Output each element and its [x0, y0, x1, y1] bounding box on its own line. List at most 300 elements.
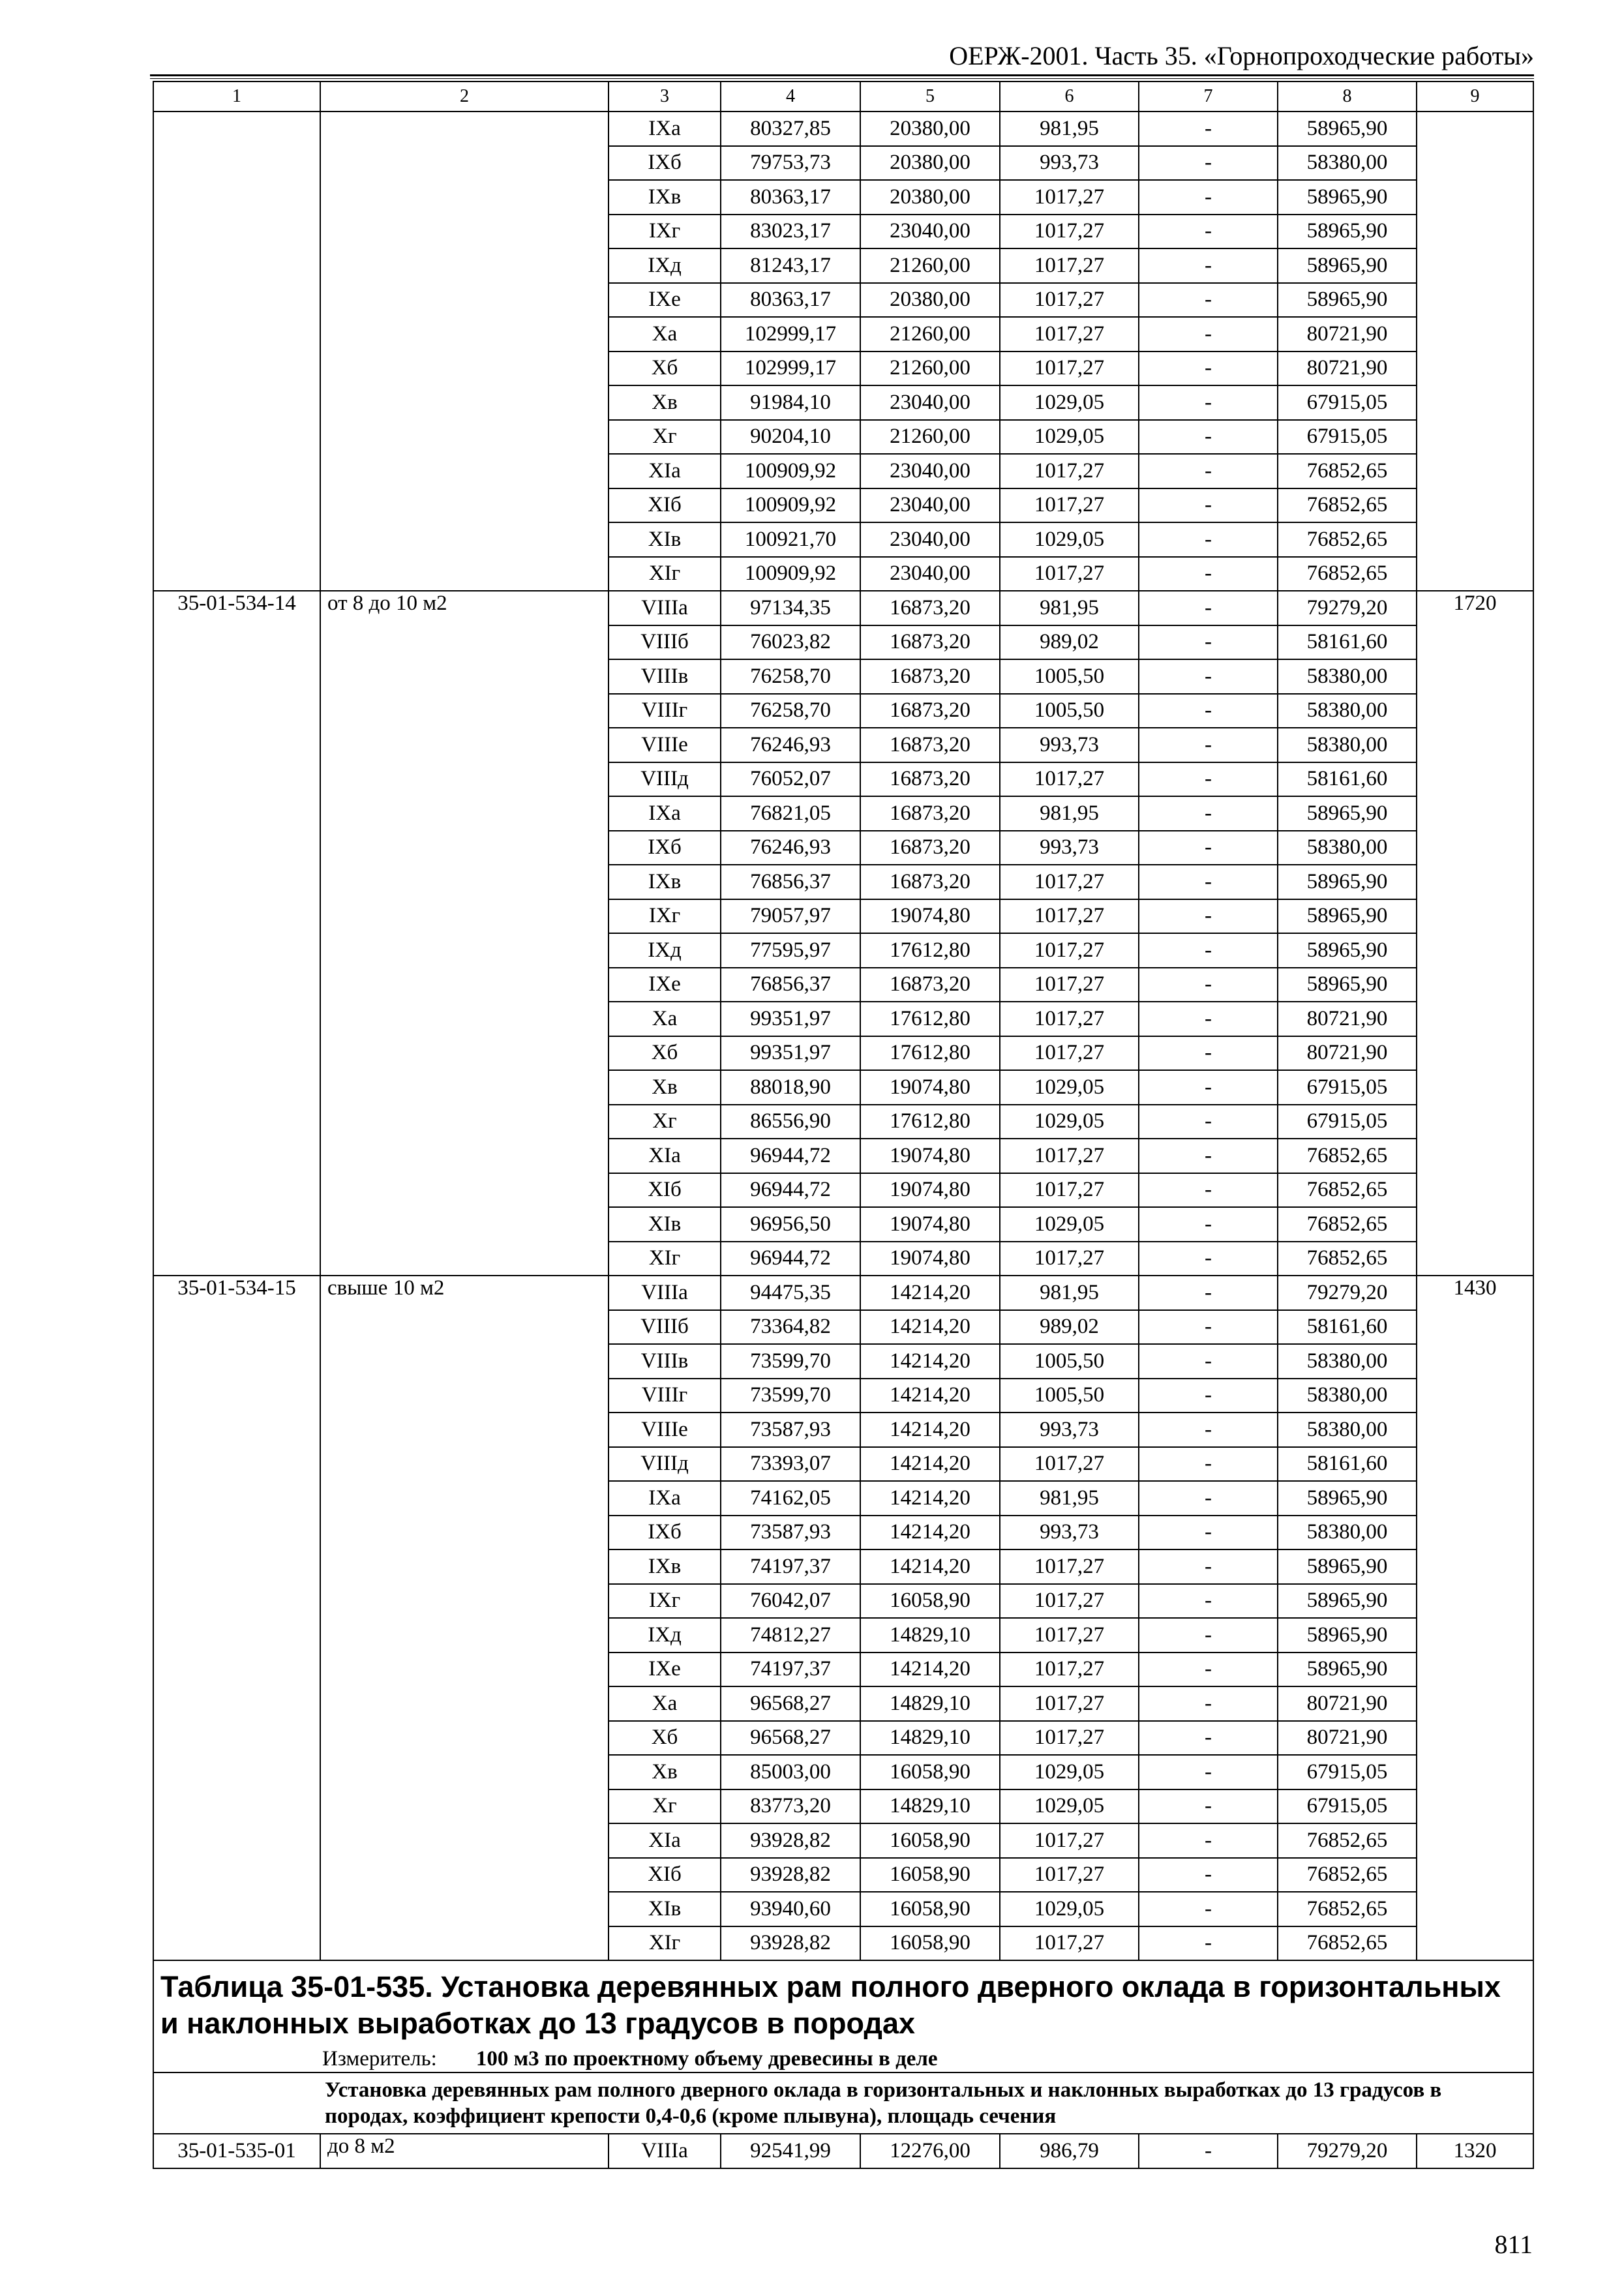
table-row [153, 728, 1533, 762]
table-cell: XIа [609, 454, 721, 488]
column-9-value [1417, 1516, 1533, 1550]
rate-code [153, 180, 320, 215]
column-9-value [1417, 1549, 1533, 1584]
table-cell: 58965,90 [1278, 796, 1417, 831]
table-row [153, 865, 1533, 899]
table-cell: 1029,05 [1000, 1755, 1139, 1789]
table-row [153, 1276, 1533, 1310]
table-cell: IXе [609, 1653, 721, 1687]
rate-code [153, 112, 320, 146]
table-cell: 76856,37 [721, 968, 860, 1002]
section-size [320, 1686, 609, 1721]
rate-code [153, 317, 320, 352]
table-cell: 76023,82 [721, 625, 860, 660]
table-cell: 19074,80 [860, 1242, 1000, 1276]
rate-code [153, 1481, 320, 1516]
table-row [153, 454, 1533, 488]
table-cell: 16058,90 [860, 1823, 1000, 1858]
table-cell: 20380,00 [860, 180, 1000, 215]
table-cell: 1029,05 [1000, 1105, 1139, 1139]
table-row [153, 1036, 1533, 1071]
section-size [320, 385, 609, 420]
table-cell: Xб [609, 1036, 721, 1071]
table-cell: 74197,37 [721, 1653, 860, 1687]
table-cell: 1029,05 [1000, 420, 1139, 455]
table-cell: - [1139, 762, 1278, 797]
table-cell: 73599,70 [721, 1344, 860, 1379]
table-row [153, 248, 1533, 283]
table-cell: Xв [609, 385, 721, 420]
table-cell: 58380,00 [1278, 659, 1417, 694]
section-size [320, 1653, 609, 1687]
table-cell: 58380,00 [1278, 146, 1417, 181]
table-cell: 81243,17 [721, 248, 860, 283]
column-9-value [1417, 762, 1533, 797]
table-cell: - [1139, 420, 1278, 455]
table-row [153, 1207, 1533, 1242]
section-size [320, 1858, 609, 1893]
table-cell: 83023,17 [721, 215, 860, 249]
table-cell: 21260,00 [860, 317, 1000, 352]
table-cell: 16873,20 [860, 831, 1000, 865]
section-size [320, 1549, 609, 1584]
table-row [153, 1858, 1533, 1893]
page-header: ОЕРЖ-2001. Часть 35. «Горнопроходческие работы» [949, 41, 1534, 70]
column-9-value [1417, 899, 1533, 934]
table-cell: 58380,00 [1278, 1413, 1417, 1447]
table-cell: - [1139, 1892, 1278, 1926]
table-cell: - [1139, 180, 1278, 215]
table-cell: 100909,92 [721, 454, 860, 488]
section-size [320, 215, 609, 249]
table-row [153, 1413, 1533, 1447]
table-cell: 79279,20 [1278, 2134, 1417, 2168]
table-cell: 21260,00 [860, 248, 1000, 283]
section-size [320, 865, 609, 899]
column-number: 1 [153, 82, 320, 112]
rate-code [153, 1002, 320, 1036]
table-cell: IXг [609, 899, 721, 934]
table-cell: 80721,90 [1278, 1036, 1417, 1071]
table-row [153, 659, 1533, 694]
table-cell: 73587,93 [721, 1413, 860, 1447]
table-cell: 1017,27 [1000, 1242, 1139, 1276]
section-size [320, 454, 609, 488]
table-cell: 14829,10 [860, 1721, 1000, 1756]
section-size [320, 625, 609, 660]
section-size [320, 1310, 609, 1345]
table-cell: 14214,20 [860, 1344, 1000, 1379]
column-9-value [1417, 728, 1533, 762]
table-cell: 14214,20 [860, 1653, 1000, 1687]
rates-table [153, 81, 1534, 2169]
column-9-value [1417, 1344, 1533, 1379]
table-cell: - [1139, 1036, 1278, 1071]
table-row [153, 694, 1533, 728]
table-row [153, 1926, 1533, 1961]
column-9-value [1417, 1139, 1533, 1173]
table-cell: 1017,27 [1000, 865, 1139, 899]
rate-code [153, 248, 320, 283]
table-cell: VIIIг [609, 694, 721, 728]
column-number: 9 [1417, 82, 1533, 112]
table-cell: Xг [609, 1789, 721, 1824]
table-cell: 14829,10 [860, 1686, 1000, 1721]
table-cell: 76852,65 [1278, 1823, 1417, 1858]
table-cell: 96568,27 [721, 1686, 860, 1721]
column-number: 8 [1278, 82, 1417, 112]
table-cell: 58380,00 [1278, 1344, 1417, 1379]
table-cell: 1017,27 [1000, 557, 1139, 591]
table-cell: 19074,80 [860, 899, 1000, 934]
rate-code [153, 1653, 320, 1687]
table-row [153, 1447, 1533, 1482]
table-cell: 86556,90 [721, 1105, 860, 1139]
table-cell: - [1139, 1858, 1278, 1893]
table-cell: - [1139, 1310, 1278, 1345]
table-cell: 981,95 [1000, 796, 1139, 831]
table-cell: XIа [609, 1823, 721, 1858]
table-cell: VIIIе [609, 728, 721, 762]
section-size [320, 1892, 609, 1926]
rate-code [153, 420, 320, 455]
table-cell: 76852,65 [1278, 1926, 1417, 1961]
rate-code [153, 1036, 320, 1071]
table-cell: VIIIв [609, 659, 721, 694]
table-cell: 91984,10 [721, 385, 860, 420]
table-cell: 1017,27 [1000, 1653, 1139, 1687]
table-row [153, 831, 1533, 865]
table-row [153, 1379, 1533, 1413]
table-cell: IXв [609, 1549, 721, 1584]
table-cell: 99351,97 [721, 1002, 860, 1036]
table-cell: 93928,82 [721, 1858, 860, 1893]
table-cell: 80363,17 [721, 283, 860, 318]
table-row [153, 352, 1533, 386]
table-cell: 58965,90 [1278, 112, 1417, 146]
table-cell: IXе [609, 283, 721, 318]
table-cell: 79057,97 [721, 899, 860, 934]
column-9-value [1417, 1413, 1533, 1447]
table-cell: 19074,80 [860, 1207, 1000, 1242]
table-cell: - [1139, 1173, 1278, 1208]
section-size [320, 1926, 609, 1961]
table-cell: 993,73 [1000, 146, 1139, 181]
section-size [320, 1721, 609, 1756]
table-cell: 58965,90 [1278, 933, 1417, 968]
table-cell: 58161,60 [1278, 625, 1417, 660]
section-size [320, 694, 609, 728]
table-cell: 993,73 [1000, 1516, 1139, 1550]
rate-code [153, 385, 320, 420]
column-9-value [1417, 1242, 1533, 1276]
column-9-value: 1720 [1417, 591, 1533, 625]
table-cell: - [1139, 2134, 1278, 2168]
table-cell: IXг [609, 1584, 721, 1619]
column-9-value [1417, 1207, 1533, 1242]
table-cell: 14214,20 [860, 1310, 1000, 1345]
table-cell: 58965,90 [1278, 1653, 1417, 1687]
table-cell: 23040,00 [860, 385, 1000, 420]
table-row [153, 1789, 1533, 1824]
section-size [320, 1481, 609, 1516]
table-cell: 1029,05 [1000, 1789, 1139, 1824]
column-9-value [1417, 1686, 1533, 1721]
section-size [320, 796, 609, 831]
table-row [153, 762, 1533, 797]
column-9-value [1417, 317, 1533, 352]
section-size [320, 1379, 609, 1413]
table-cell: 16873,20 [860, 796, 1000, 831]
table-cell: 1017,27 [1000, 1139, 1139, 1173]
table-cell: 14214,20 [860, 1549, 1000, 1584]
column-number: 3 [609, 82, 721, 112]
table-cell: 92541,99 [721, 2134, 860, 2168]
table-cell: 17612,80 [860, 1002, 1000, 1036]
table-cell: 16058,90 [860, 1926, 1000, 1961]
header-rule [150, 74, 1534, 76]
rate-code [153, 1310, 320, 1345]
rate-code: 35-01-535-01 [153, 2134, 320, 2168]
table-cell: 1017,27 [1000, 1002, 1139, 1036]
table-cell: XIг [609, 1926, 721, 1961]
section-size [320, 146, 609, 181]
table-cell: 58161,60 [1278, 762, 1417, 797]
section-size: от 8 до 10 м2 [320, 591, 609, 625]
table-row [153, 968, 1533, 1002]
table-cell: IXв [609, 865, 721, 899]
table-cell: 67915,05 [1278, 420, 1417, 455]
table-cell: - [1139, 728, 1278, 762]
table-cell: 74197,37 [721, 1549, 860, 1584]
table-cell: 76852,65 [1278, 522, 1417, 557]
table-row [153, 215, 1533, 249]
section-size [320, 1070, 609, 1105]
table-cell: 100909,92 [721, 488, 860, 523]
table-cell: XIв [609, 1892, 721, 1926]
table-cell: 76852,65 [1278, 557, 1417, 591]
rate-code: 35-01-534-15 [153, 1276, 320, 1310]
column-9-value [1417, 215, 1533, 249]
section-size [320, 728, 609, 762]
column-9-value [1417, 557, 1533, 591]
table-row [153, 1653, 1533, 1687]
rate-code [153, 1789, 320, 1824]
table-cell: - [1139, 522, 1278, 557]
table-cell: 16058,90 [860, 1892, 1000, 1926]
table-cell: 1005,50 [1000, 1344, 1139, 1379]
table-cell: 1017,27 [1000, 317, 1139, 352]
table-cell: 16058,90 [860, 1584, 1000, 1619]
table-cell: 993,73 [1000, 831, 1139, 865]
table-cell: - [1139, 659, 1278, 694]
table-cell: 1029,05 [1000, 385, 1139, 420]
rate-code [153, 1105, 320, 1139]
table-cell: 1017,27 [1000, 1173, 1139, 1208]
table-cell: 76042,07 [721, 1584, 860, 1619]
table-cell: 1017,27 [1000, 180, 1139, 215]
table-cell: 76852,65 [1278, 1173, 1417, 1208]
table-cell: - [1139, 488, 1278, 523]
table-row [153, 522, 1533, 557]
table-cell: 58965,90 [1278, 180, 1417, 215]
column-9-value [1417, 1823, 1533, 1858]
table-cell: 58965,90 [1278, 899, 1417, 934]
table-cell: 1017,27 [1000, 1549, 1139, 1584]
table-cell: 1017,27 [1000, 215, 1139, 249]
table-cell: Xа [609, 1002, 721, 1036]
rate-code [153, 968, 320, 1002]
table-cell: 1017,27 [1000, 762, 1139, 797]
table-cell: - [1139, 1481, 1278, 1516]
rate-code [153, 1379, 320, 1413]
column-9-value [1417, 1584, 1533, 1619]
table-cell: 1017,27 [1000, 933, 1139, 968]
table-cell: 58965,90 [1278, 283, 1417, 318]
table-cell: - [1139, 1070, 1278, 1105]
section-size [320, 1242, 609, 1276]
table-cell: XIб [609, 488, 721, 523]
table-cell: 58965,90 [1278, 1549, 1417, 1584]
table-cell: 16873,20 [860, 591, 1000, 625]
table-cell: 20380,00 [860, 283, 1000, 318]
table-cell: - [1139, 1549, 1278, 1584]
table-cell: 1017,27 [1000, 454, 1139, 488]
table-cell: 1029,05 [1000, 1070, 1139, 1105]
rate-code [153, 283, 320, 318]
column-9-value [1417, 1858, 1533, 1893]
table-cell: - [1139, 591, 1278, 625]
table-cell: 77595,97 [721, 933, 860, 968]
rate-code [153, 1858, 320, 1893]
table-cell: XIа [609, 1139, 721, 1173]
column-9-value [1417, 352, 1533, 386]
table-cell: 94475,35 [721, 1276, 860, 1310]
rate-code [153, 728, 320, 762]
table-cell: 58965,90 [1278, 1618, 1417, 1653]
table-cell: 80363,17 [721, 180, 860, 215]
table-cell: 74162,05 [721, 1481, 860, 1516]
table-cell: 79753,73 [721, 146, 860, 181]
table-cell: 14214,20 [860, 1481, 1000, 1516]
section-size [320, 317, 609, 352]
column-9-value [1417, 831, 1533, 865]
table-cell: 17612,80 [860, 1036, 1000, 1071]
table-cell: 80721,90 [1278, 1686, 1417, 1721]
table-cell: 23040,00 [860, 557, 1000, 591]
section-size [320, 1823, 609, 1858]
table-cell: 19074,80 [860, 1070, 1000, 1105]
rate-code [153, 899, 320, 934]
table-cell: Xа [609, 1686, 721, 1721]
table-cell: 67915,05 [1278, 1105, 1417, 1139]
section-size [320, 557, 609, 591]
table-cell: 58380,00 [1278, 728, 1417, 762]
measure-label: Измеритель: [322, 2046, 437, 2071]
section-size [320, 1618, 609, 1653]
table-cell: Xа [609, 317, 721, 352]
rate-code [153, 933, 320, 968]
table-cell: - [1139, 1413, 1278, 1447]
table-cell: VIIIб [609, 625, 721, 660]
rate-code [153, 1207, 320, 1242]
rate-code [153, 488, 320, 523]
table-cell: 76856,37 [721, 865, 860, 899]
rate-code [153, 1447, 320, 1482]
table-cell: IXд [609, 1618, 721, 1653]
table-cell: 16873,20 [860, 728, 1000, 762]
column-9-value [1417, 1926, 1533, 1961]
table-cell: 1017,27 [1000, 1858, 1139, 1893]
section-size [320, 659, 609, 694]
rate-code [153, 215, 320, 249]
table-cell: - [1139, 1242, 1278, 1276]
table-cell: 73599,70 [721, 1379, 860, 1413]
table-cell: 76852,65 [1278, 1139, 1417, 1173]
table-cell: 17612,80 [860, 933, 1000, 968]
table-row [153, 1516, 1533, 1550]
table-cell: 16873,20 [860, 968, 1000, 1002]
page-number: 811 [1494, 2230, 1533, 2259]
rate-code [153, 1721, 320, 1756]
header-rule-thin [150, 78, 1534, 79]
column-9-value [1417, 112, 1533, 146]
table-cell: 58965,90 [1278, 1481, 1417, 1516]
section-size [320, 1173, 609, 1208]
table-cell: - [1139, 1926, 1278, 1961]
column-9-value: 1320 [1417, 2134, 1533, 2168]
table-cell: 14829,10 [860, 1618, 1000, 1653]
table-cell: - [1139, 1276, 1278, 1310]
table-cell: 73393,07 [721, 1447, 860, 1482]
table-cell: 58965,90 [1278, 215, 1417, 249]
table-cell: 74812,27 [721, 1618, 860, 1653]
table-cell: - [1139, 694, 1278, 728]
column-9-value [1417, 522, 1533, 557]
table-cell: - [1139, 1105, 1278, 1139]
table-cell: - [1139, 968, 1278, 1002]
section-size [320, 1139, 609, 1173]
table-row [153, 625, 1533, 660]
table-cell: 58965,90 [1278, 1584, 1417, 1619]
table-cell: VIIIе [609, 1413, 721, 1447]
table-row [153, 283, 1533, 318]
table-cell: 981,95 [1000, 112, 1139, 146]
table-cell: VIIIа [609, 1276, 721, 1310]
table-row [153, 796, 1533, 831]
section-description: Установка деревянных рам полного дверного оклада в горизонтальных и наклонных выработках до 13 градусов в породах, коэффициент крепости 0,4-0,6 (кроме плывуна), площадь сечения [153, 2072, 1533, 2134]
table-cell: - [1139, 831, 1278, 865]
table-cell: XIг [609, 557, 721, 591]
column-9-value [1417, 283, 1533, 318]
table-cell: 21260,00 [860, 352, 1000, 386]
table-cell: 989,02 [1000, 625, 1139, 660]
section-size [320, 488, 609, 523]
table-cell: 85003,00 [721, 1755, 860, 1789]
table-row [153, 1721, 1533, 1756]
table-row [153, 1686, 1533, 1721]
table-cell: Xб [609, 1721, 721, 1756]
table-cell: 1029,05 [1000, 1892, 1139, 1926]
table-cell: - [1139, 899, 1278, 934]
table-cell: 93928,82 [721, 1926, 860, 1961]
table-row [153, 2134, 1533, 2168]
column-number: 4 [721, 82, 860, 112]
table-cell: - [1139, 557, 1278, 591]
section-size [320, 899, 609, 934]
table-cell: 1017,27 [1000, 1823, 1139, 1858]
table-row [153, 1344, 1533, 1379]
